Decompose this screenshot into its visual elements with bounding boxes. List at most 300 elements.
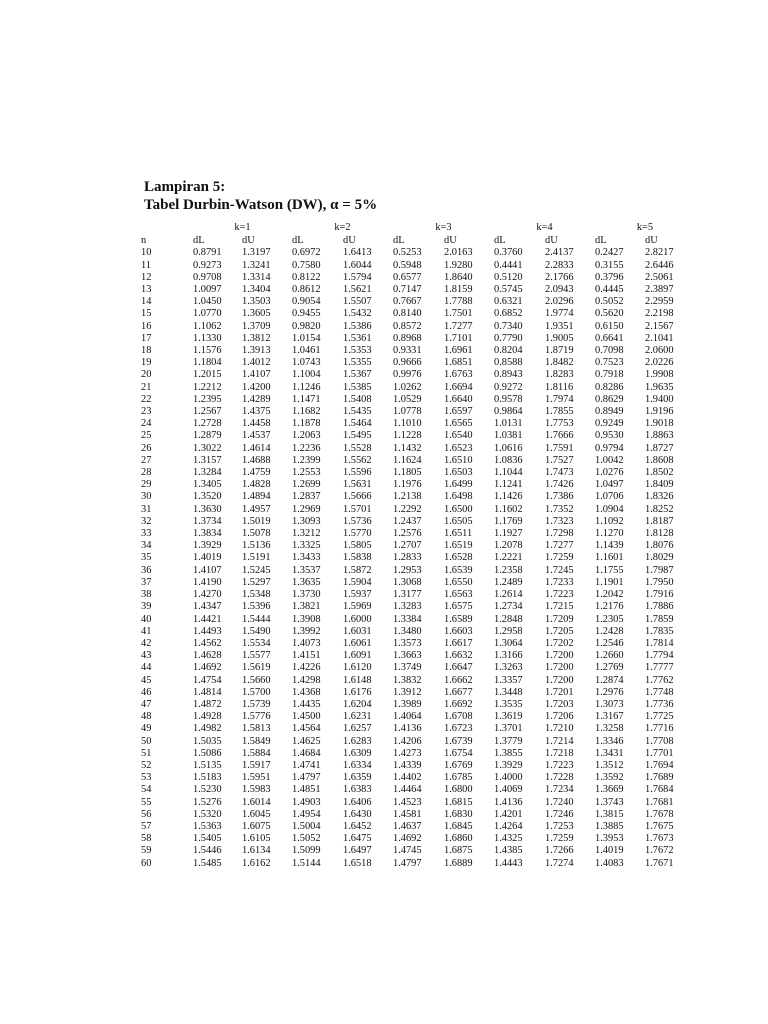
dl-k1-cell: 1.0450: [193, 296, 222, 308]
n-cell: 13: [141, 284, 152, 296]
dl-k5-cell: 0.7098: [595, 345, 624, 357]
dl-k5-cell: 0.9530: [595, 430, 624, 442]
table-row: [141, 711, 695, 723]
dl-k2-cell: 1.4298: [292, 674, 321, 686]
table-row: [141, 736, 695, 748]
n-cell: 43: [141, 650, 152, 662]
du-k1-cell: 1.3404: [242, 284, 271, 296]
dl-k3-cell: 1.4064: [393, 711, 422, 723]
du-k5-cell: 1.7678: [645, 808, 674, 820]
dl-k4-cell: 0.3760: [494, 247, 523, 259]
dl-k5-cell: 1.1270: [595, 528, 624, 540]
du-k4-cell: 2.0296: [545, 296, 574, 308]
dl-k3-cell: 1.2138: [393, 491, 422, 503]
dl-k5-cell: 0.6641: [595, 332, 624, 344]
du-k1-cell: 1.5191: [242, 552, 271, 564]
dl-k2-cell: 1.2969: [292, 503, 321, 515]
du-k1-cell: 1.4200: [242, 381, 271, 393]
du-k2-cell: 1.5495: [343, 430, 372, 442]
dl-k1-cell: 0.8791: [193, 247, 222, 259]
dl-header: dL: [393, 235, 405, 247]
dl-k5-cell: 1.3258: [595, 723, 624, 735]
table-row: [141, 650, 695, 662]
table-row: [141, 321, 695, 333]
dl-k4-cell: 0.9578: [494, 393, 523, 405]
n-cell: 14: [141, 296, 152, 308]
table-body: [141, 247, 695, 869]
n-cell: 36: [141, 564, 152, 576]
du-k3-cell: 1.6563: [444, 589, 473, 601]
n-cell: 24: [141, 418, 152, 430]
dl-k4-cell: 0.5120: [494, 271, 523, 283]
du-k1-cell: 1.4759: [242, 467, 271, 479]
dl-k1-cell: 1.3834: [193, 528, 222, 540]
du-k2-cell: 1.6091: [343, 650, 372, 662]
dl-k4-cell: 1.4000: [494, 772, 523, 784]
dl-k3-cell: 1.3663: [393, 650, 422, 662]
n-cell: 28: [141, 467, 152, 479]
dl-k1-cell: 0.9708: [193, 271, 222, 283]
du-k5-cell: 1.8608: [645, 454, 674, 466]
du-k1-cell: 1.4375: [242, 406, 271, 418]
dl-header: dL: [595, 235, 607, 247]
table-row: [141, 516, 695, 528]
dl-k4-cell: 1.1602: [494, 503, 523, 515]
du-k1-cell: 1.6014: [242, 796, 271, 808]
dl-k5-cell: 1.3592: [595, 772, 624, 784]
dl-k4-cell: 1.2614: [494, 589, 523, 601]
du-k1-cell: 1.6105: [242, 833, 271, 845]
du-k4-cell: 1.7215: [545, 601, 574, 613]
n-cell: 34: [141, 540, 152, 552]
du-k4-cell: 1.7223: [545, 759, 574, 771]
k-header: k=2: [334, 222, 351, 233]
du-k2-cell: 1.5805: [343, 540, 372, 552]
du-k1-cell: 1.5297: [242, 576, 271, 588]
table-row: [141, 333, 695, 345]
k-header: k=1: [234, 222, 251, 233]
du-k5-cell: 1.9400: [645, 393, 674, 405]
dl-k3-cell: 1.4136: [393, 723, 422, 735]
dl-k1-cell: 1.3734: [193, 515, 222, 527]
dl-k4-cell: 1.2221: [494, 552, 523, 564]
du-k2-cell: 1.6044: [343, 259, 372, 271]
du-k3-cell: 1.6677: [444, 686, 473, 698]
du-k2-cell: 1.5361: [343, 332, 372, 344]
dl-k5-cell: 0.8949: [595, 406, 624, 418]
du-k4-cell: 1.7228: [545, 772, 574, 784]
du-k3-cell: 1.6647: [444, 662, 473, 674]
dl-k4-cell: 1.3929: [494, 759, 523, 771]
dl-k2-cell: 1.4151: [292, 650, 321, 662]
dl-k1-cell: 1.2395: [193, 393, 222, 405]
du-k3-cell: 1.6739: [444, 735, 473, 747]
du-k2-cell: 1.5385: [343, 381, 372, 393]
du-k3-cell: 1.9280: [444, 259, 473, 271]
du-k1-cell: 1.5078: [242, 528, 271, 540]
dl-k2-cell: 1.4741: [292, 759, 321, 771]
du-k3-cell: 1.6785: [444, 772, 473, 784]
title-table-name: Tabel Durbin-Watson (DW), α = 5%: [144, 197, 378, 213]
column-header-row: [141, 235, 695, 247]
du-k5-cell: 2.1567: [645, 320, 674, 332]
du-k4-cell: 1.9351: [545, 320, 574, 332]
du-k2-cell: 1.6406: [343, 796, 372, 808]
dl-k2-cell: 1.4073: [292, 637, 321, 649]
table-row: [141, 382, 695, 394]
dl-k5-cell: 1.3953: [595, 833, 624, 845]
du-k1-cell: 1.5245: [242, 564, 271, 576]
du-k2-cell: 1.5435: [343, 406, 372, 418]
du-k1-cell: 1.5660: [242, 674, 271, 686]
dl-k2-cell: 0.9455: [292, 308, 321, 320]
dl-k2-cell: 0.9054: [292, 296, 321, 308]
dl-k1-cell: 1.4928: [193, 711, 222, 723]
dl-k3-cell: 1.3989: [393, 698, 422, 710]
du-k2-cell: 1.6283: [343, 735, 372, 747]
dl-k4-cell: 0.7790: [494, 332, 523, 344]
du-k4-cell: 1.7210: [545, 723, 574, 735]
title-appendix-label: Lampiran 5:: [144, 179, 226, 195]
dl-k2-cell: 0.7580: [292, 259, 321, 271]
dl-k3-cell: 0.8572: [393, 320, 422, 332]
du-k3-cell: 1.6540: [444, 430, 473, 442]
du-k1-cell: 1.5884: [242, 747, 271, 759]
du-k4-cell: 2.4137: [545, 247, 574, 259]
du-k4-cell: 1.7753: [545, 418, 574, 430]
n-cell: 17: [141, 332, 152, 344]
du-k3-cell: 1.6505: [444, 515, 473, 527]
du-k1-cell: 1.4537: [242, 430, 271, 442]
du-k2-cell: 1.6231: [343, 711, 372, 723]
du-k2-cell: 1.5432: [343, 308, 372, 320]
du-k4-cell: 1.7855: [545, 406, 574, 418]
du-k3-cell: 1.6763: [444, 369, 473, 381]
dl-k5-cell: 1.3346: [595, 735, 624, 747]
dl-k3-cell: 0.9666: [393, 357, 422, 369]
dl-k2-cell: 1.1471: [292, 393, 321, 405]
dl-k3-cell: 1.1432: [393, 442, 422, 454]
du-k3-cell: 1.6830: [444, 808, 473, 820]
table-row: [141, 394, 695, 406]
du-k1-cell: 1.5739: [242, 698, 271, 710]
du-k3-cell: 1.6539: [444, 564, 473, 576]
dl-k1-cell: 1.0770: [193, 308, 222, 320]
du-k5-cell: 1.7671: [645, 857, 674, 869]
dl-k4-cell: 1.4325: [494, 833, 523, 845]
du-k5-cell: 1.8409: [645, 479, 674, 491]
du-k5-cell: 2.8217: [645, 247, 674, 259]
dl-k2-cell: 1.4851: [292, 784, 321, 796]
dl-k5-cell: 1.2428: [595, 625, 624, 637]
dl-k3-cell: 1.4273: [393, 747, 422, 759]
du-k2-cell: 1.6204: [343, 698, 372, 710]
du-k3-cell: 1.6523: [444, 442, 473, 454]
table-row: [141, 357, 695, 369]
n-cell: 16: [141, 320, 152, 332]
du-k1-cell: 1.3605: [242, 308, 271, 320]
n-cell: 11: [141, 259, 152, 271]
dl-k4-cell: 1.3357: [494, 674, 523, 686]
n-cell: 50: [141, 735, 152, 747]
dl-k2-cell: 1.1878: [292, 418, 321, 430]
table-row: [141, 284, 695, 296]
dl-k2-cell: 1.4797: [292, 772, 321, 784]
dl-k5-cell: 0.3796: [595, 271, 624, 283]
dl-k4-cell: 0.6852: [494, 308, 523, 320]
du-k4-cell: 1.7259: [545, 833, 574, 845]
dl-k3-cell: 1.4745: [393, 845, 422, 857]
dl-k5-cell: 0.8629: [595, 393, 624, 405]
du-k3-cell: 1.6575: [444, 601, 473, 613]
n-cell: 21: [141, 381, 152, 393]
du-k3-cell: 1.6499: [444, 479, 473, 491]
dl-k3-cell: 1.4581: [393, 808, 422, 820]
n-cell: 15: [141, 308, 152, 320]
dl-k1-cell: 1.3405: [193, 479, 222, 491]
dl-k4-cell: 1.4385: [494, 845, 523, 857]
dl-k5-cell: 1.3167: [595, 711, 624, 723]
du-k3-cell: 1.6589: [444, 613, 473, 625]
n-cell: 41: [141, 625, 152, 637]
du-k5-cell: 1.7950: [645, 576, 674, 588]
table-row: [141, 260, 695, 272]
dl-k5-cell: 1.3743: [595, 796, 624, 808]
du-k5-cell: 1.7987: [645, 564, 674, 576]
table-row: [141, 345, 695, 357]
dl-k3-cell: 0.7147: [393, 284, 422, 296]
dl-k2-cell: 1.1246: [292, 381, 321, 393]
dl-k1-cell: 1.5320: [193, 808, 222, 820]
du-k4-cell: 1.7352: [545, 503, 574, 515]
du-k5-cell: 1.8029: [645, 552, 674, 564]
dl-k4-cell: 1.2078: [494, 540, 523, 552]
dl-k5-cell: 0.2427: [595, 247, 624, 259]
du-k5-cell: 1.9908: [645, 369, 674, 381]
n-cell: 37: [141, 576, 152, 588]
du-k5-cell: 1.7681: [645, 796, 674, 808]
table-row: [141, 528, 695, 540]
du-k1-cell: 1.5019: [242, 515, 271, 527]
du-k4-cell: 1.7201: [545, 686, 574, 698]
du-k4-cell: 1.7233: [545, 576, 574, 588]
du-k3-cell: 1.6860: [444, 833, 473, 845]
du-k5-cell: 1.7673: [645, 833, 674, 845]
dl-k4-cell: 1.1241: [494, 479, 523, 491]
du-k2-cell: 1.5464: [343, 418, 372, 430]
n-cell: 29: [141, 479, 152, 491]
dl-k3-cell: 1.3832: [393, 674, 422, 686]
du-k2-cell: 1.5528: [343, 442, 372, 454]
du-k3-cell: 1.6640: [444, 393, 473, 405]
dl-k4-cell: 0.9272: [494, 381, 523, 393]
dl-k2-cell: 0.8612: [292, 284, 321, 296]
du-k4-cell: 1.7974: [545, 393, 574, 405]
du-k2-cell: 1.5701: [343, 503, 372, 515]
n-cell: 45: [141, 674, 152, 686]
dl-k1-cell: 1.5363: [193, 820, 222, 832]
table-row: [141, 797, 695, 809]
du-k2-cell: 1.6257: [343, 723, 372, 735]
dl-k5-cell: 1.2546: [595, 637, 624, 649]
du-k3-cell: 1.6500: [444, 503, 473, 515]
dl-k2-cell: 1.3433: [292, 552, 321, 564]
table-row: [141, 467, 695, 479]
table-row: [141, 430, 695, 442]
du-k2-cell: 1.6120: [343, 662, 372, 674]
dl-k5-cell: 1.1601: [595, 552, 624, 564]
dl-k1-cell: 1.2728: [193, 418, 222, 430]
table-row: [141, 772, 695, 784]
du-k3-cell: 1.6498: [444, 491, 473, 503]
du-k5-cell: 1.7859: [645, 613, 674, 625]
dl-k4-cell: 1.4201: [494, 808, 523, 820]
du-k4-cell: 1.7223: [545, 589, 574, 601]
dl-k5-cell: 1.0276: [595, 467, 624, 479]
du-k5-cell: 1.7777: [645, 662, 674, 674]
n-cell: 44: [141, 662, 152, 674]
du-k5-cell: 1.7762: [645, 674, 674, 686]
dl-k3-cell: 1.3068: [393, 576, 422, 588]
dl-header: dL: [193, 235, 205, 247]
du-k3-cell: 1.7101: [444, 332, 473, 344]
du-k1-cell: 1.5849: [242, 735, 271, 747]
dl-k5-cell: 1.2874: [595, 674, 624, 686]
dl-k1-cell: 1.1330: [193, 332, 222, 344]
dl-k3-cell: 1.1805: [393, 467, 422, 479]
dl-k5-cell: 1.2769: [595, 662, 624, 674]
du-k5-cell: 1.7701: [645, 747, 674, 759]
du-k3-cell: 1.6528: [444, 552, 473, 564]
dl-k3-cell: 0.9331: [393, 345, 422, 357]
dl-k4-cell: 1.3448: [494, 686, 523, 698]
dl-k5-cell: 1.2976: [595, 686, 624, 698]
n-cell: 39: [141, 601, 152, 613]
du-header: dU: [242, 235, 255, 247]
dl-k4-cell: 1.1044: [494, 467, 523, 479]
dl-k4-cell: 1.4069: [494, 784, 523, 796]
dl-k2-cell: 1.0461: [292, 345, 321, 357]
du-k3-cell: 1.6694: [444, 381, 473, 393]
dl-k4-cell: 0.8204: [494, 345, 523, 357]
dl-k2-cell: 1.3093: [292, 515, 321, 527]
du-k4-cell: 1.8283: [545, 369, 574, 381]
du-header: dU: [444, 235, 457, 247]
du-k1-cell: 1.5917: [242, 759, 271, 771]
dl-k4-cell: 1.0381: [494, 430, 523, 442]
dl-k1-cell: 1.2879: [193, 430, 222, 442]
dl-k1-cell: 1.4270: [193, 589, 222, 601]
du-k2-cell: 1.5770: [343, 528, 372, 540]
dl-k1-cell: 1.3157: [193, 454, 222, 466]
dl-k1-cell: 1.4754: [193, 674, 222, 686]
du-k1-cell: 1.5619: [242, 662, 271, 674]
dl-k4-cell: 0.5745: [494, 284, 523, 296]
du-k4-cell: 1.7245: [545, 564, 574, 576]
dl-k1-cell: 1.3630: [193, 503, 222, 515]
du-k1-cell: 1.4957: [242, 503, 271, 515]
dl-k2-cell: 1.4435: [292, 698, 321, 710]
dl-k4-cell: 1.2958: [494, 625, 523, 637]
du-k2-cell: 1.5937: [343, 589, 372, 601]
du-k2-cell: 1.5353: [343, 345, 372, 357]
table-row: [141, 601, 695, 613]
n-cell: 59: [141, 845, 152, 857]
du-k4-cell: 1.7527: [545, 454, 574, 466]
du-k4-cell: 2.2833: [545, 259, 574, 271]
dl-k2-cell: 1.3537: [292, 564, 321, 576]
dl-k2-cell: 1.2837: [292, 491, 321, 503]
dl-k2-cell: 1.4684: [292, 747, 321, 759]
n-cell: 38: [141, 589, 152, 601]
du-k3-cell: 1.6815: [444, 796, 473, 808]
table-row: [141, 699, 695, 711]
dl-k2-cell: 1.2699: [292, 479, 321, 491]
dl-k4-cell: 1.3619: [494, 711, 523, 723]
dl-k3-cell: 1.1624: [393, 454, 422, 466]
du-k2-cell: 1.6475: [343, 833, 372, 845]
dl-k1-cell: 1.5405: [193, 833, 222, 845]
table-row: [141, 784, 695, 796]
k-header: k=5: [636, 222, 654, 233]
du-k4-cell: 1.9005: [545, 332, 574, 344]
table-row: [141, 455, 695, 467]
n-cell: 19: [141, 357, 152, 369]
du-k5-cell: 1.7886: [645, 601, 674, 613]
n-cell: 58: [141, 833, 152, 845]
dl-k3-cell: 1.3912: [393, 686, 422, 698]
du-k1-cell: 1.6045: [242, 808, 271, 820]
dl-k2-cell: 1.1682: [292, 406, 321, 418]
k-header: k=4: [536, 222, 553, 233]
dl-k1-cell: 1.4692: [193, 662, 222, 674]
du-k3-cell: 1.7277: [444, 320, 473, 332]
dl-k4-cell: 1.2734: [494, 601, 523, 613]
du-k2-cell: 1.5408: [343, 393, 372, 405]
dl-header: dL: [494, 235, 506, 247]
n-cell: 47: [141, 698, 152, 710]
du-k1-cell: 1.4894: [242, 491, 271, 503]
du-k2-cell: 1.5838: [343, 552, 372, 564]
du-k4-cell: 2.0943: [545, 284, 574, 296]
dl-k1-cell: 1.5230: [193, 784, 222, 796]
du-k4-cell: 1.7202: [545, 637, 574, 649]
du-k1-cell: 1.5136: [242, 540, 271, 552]
table-row: [141, 296, 695, 308]
table-row: [141, 577, 695, 589]
du-k3-cell: 1.6769: [444, 759, 473, 771]
du-k5-cell: 2.6446: [645, 259, 674, 271]
dl-k2-cell: 1.3635: [292, 576, 321, 588]
dl-k1-cell: 0.9273: [193, 259, 222, 271]
table-row: [141, 809, 695, 821]
dl-k3-cell: 1.0262: [393, 381, 422, 393]
du-header: dU: [545, 235, 558, 247]
du-k5-cell: 2.2198: [645, 308, 674, 320]
du-k3-cell: 1.6597: [444, 406, 473, 418]
du-k2-cell: 1.6413: [343, 247, 372, 259]
du-k3-cell: 1.6550: [444, 576, 473, 588]
dl-k2-cell: 1.2236: [292, 442, 321, 454]
du-k1-cell: 1.5700: [242, 686, 271, 698]
table-row: [141, 418, 695, 430]
dl-k5-cell: 1.3073: [595, 698, 624, 710]
dl-k3-cell: 1.1228: [393, 430, 422, 442]
durbin-watson-table: [141, 222, 695, 870]
du-k4-cell: 1.7259: [545, 552, 574, 564]
du-k5-cell: 1.7675: [645, 820, 674, 832]
dl-k2-cell: 1.4954: [292, 808, 321, 820]
